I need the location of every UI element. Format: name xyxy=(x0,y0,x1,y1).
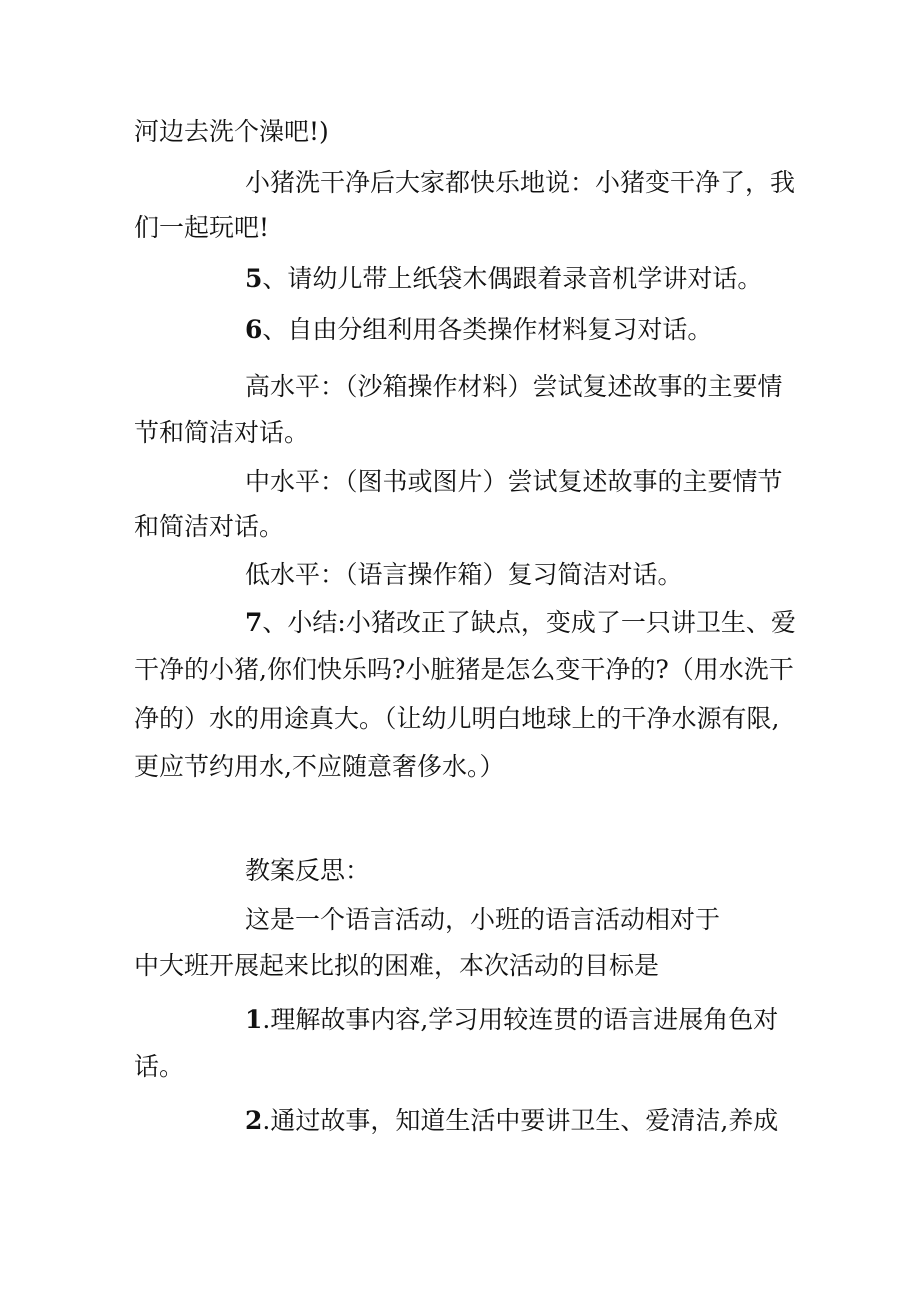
text-line-mid-level xyxy=(245,467,783,497)
line-text: 、请幼儿带上纸袋木偶跟着录音机学讲对话。 xyxy=(262,264,763,293)
text-line-19 xyxy=(134,1052,184,1082)
line-text: 节和简洁对话。 xyxy=(134,418,310,447)
text-line-9 xyxy=(134,512,284,542)
line-text: 净的）水的用途真大。（让幼儿明白地球上的干净水源有限, xyxy=(134,704,780,733)
item-number: 7 xyxy=(245,608,263,637)
line-text: 、自由分组利用各类操作材料复习对话。 xyxy=(262,315,713,344)
line-text: .理解故事内容,学习用较连贯的语言进展角色对 xyxy=(262,1005,779,1034)
text-line-2 xyxy=(245,168,795,198)
text-line-17 xyxy=(134,951,659,981)
text-line-16 xyxy=(245,905,720,935)
reflection-heading xyxy=(245,856,370,886)
line-text: 和简洁对话。 xyxy=(134,512,285,541)
line-text: 话。 xyxy=(134,1052,185,1081)
line-text: 中大班开展起来比拟的困难，本次活动的目标是 xyxy=(134,951,660,980)
line-text: 教案反思： xyxy=(245,856,371,885)
item-number: 2 xyxy=(245,1106,263,1135)
line-text: 干净的小猪,你们快乐吗?小脏猪是怎么变干净的?（用水洗干 xyxy=(134,655,794,684)
text-line-12 xyxy=(134,655,794,685)
line-text: 、小结:小猪改正了缺点，变成了一只讲卫生、爱 xyxy=(262,608,796,637)
line-text: 小猪洗干净后大家都快乐地说：小猪变干净了，我 xyxy=(245,168,796,197)
line-text: 这是一个语言活动，小班的语言活动相对于 xyxy=(245,905,721,934)
numbered-item-6 xyxy=(245,315,712,345)
numbered-item-7 xyxy=(245,608,796,638)
numbered-item-1 xyxy=(245,1005,778,1035)
line-text: .通过故事，知道生活中要讲卫生、爱清洁,养成 xyxy=(262,1106,779,1135)
line-text: 河边去洗个澡吧!) xyxy=(134,117,329,146)
text-line-low-level xyxy=(245,560,683,590)
line-text: 中水平：（图书或图片）尝试复述故事的主要情节 xyxy=(245,467,783,496)
text-line-high-level xyxy=(245,372,783,402)
text-line-13 xyxy=(134,704,779,734)
text-line-1 xyxy=(134,117,329,147)
item-number: 6 xyxy=(245,315,263,344)
line-text: 低水平：（语言操作箱）复习简洁对话。 xyxy=(245,560,683,589)
text-line-14 xyxy=(134,752,504,782)
text-line-7 xyxy=(134,418,309,448)
numbered-item-5 xyxy=(245,264,762,294)
item-number: 1 xyxy=(245,1005,263,1034)
line-text: 更应节约用水,不应随意奢侈水。） xyxy=(134,752,505,781)
numbered-item-2 xyxy=(245,1106,778,1136)
text-line-3 xyxy=(134,213,269,243)
item-number: 5 xyxy=(245,264,263,293)
line-text: 们一起玩吧! xyxy=(134,213,270,242)
line-text: 高水平：（沙箱操作材料）尝试复述故事的主要情 xyxy=(245,372,783,401)
